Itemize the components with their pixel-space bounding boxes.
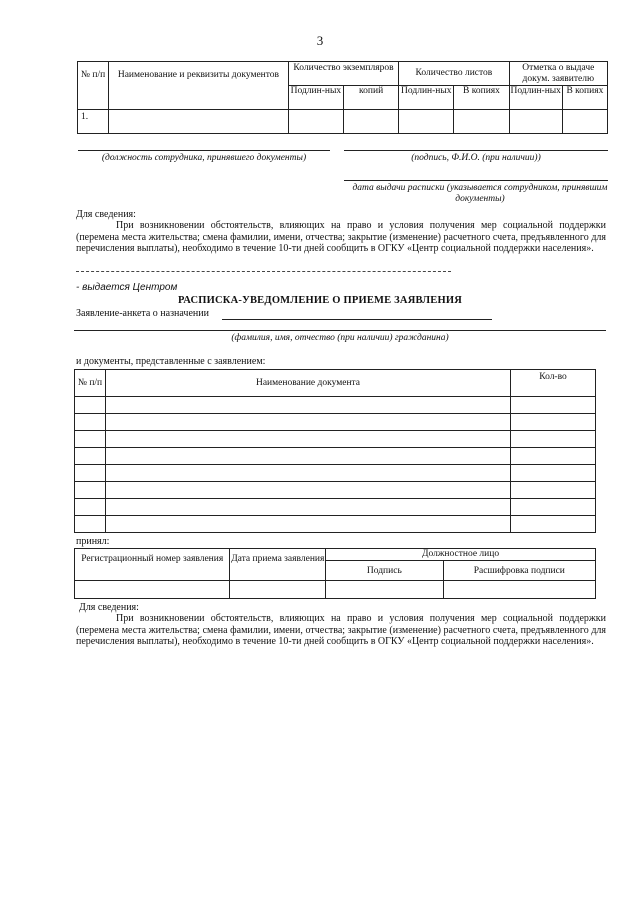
application-line[interactable] xyxy=(222,319,492,320)
table-cell[interactable] xyxy=(288,110,343,134)
table-cell[interactable] xyxy=(106,499,511,516)
table-cell[interactable] xyxy=(343,110,398,134)
sub-header-originals-3: Подлин-ных xyxy=(509,86,562,110)
sub-header-originals-2: Подлин-ных xyxy=(399,86,454,110)
table-cell[interactable] xyxy=(106,397,511,414)
application-label: Заявление-анкета о назначении xyxy=(76,308,209,319)
table-cell[interactable] xyxy=(75,581,230,599)
col-header-num: № п/п xyxy=(78,62,109,110)
table-cell[interactable] xyxy=(511,465,596,482)
table-cell[interactable] xyxy=(75,414,106,431)
acceptance-table xyxy=(74,548,596,599)
info-heading-2: Для сведения: xyxy=(79,602,139,613)
table-cell[interactable] xyxy=(443,581,595,599)
table-cell[interactable] xyxy=(106,465,511,482)
table-cell[interactable] xyxy=(75,499,106,516)
table-cell[interactable] xyxy=(75,482,106,499)
table-cell[interactable] xyxy=(106,414,511,431)
issued-by-label: - выдается Центром xyxy=(76,282,178,293)
cut-line xyxy=(76,271,451,272)
table-cell[interactable] xyxy=(75,397,106,414)
docs-intro: и документы, представленные с заявлением: xyxy=(76,356,266,367)
col-header-official: Должностное лицо xyxy=(326,549,596,561)
sub-header-originals: Подлин-ных xyxy=(288,86,343,110)
table-cell[interactable] xyxy=(509,110,562,134)
table-cell[interactable] xyxy=(106,431,511,448)
table-cell[interactable] xyxy=(399,110,454,134)
row-1-num: 1. xyxy=(78,110,109,134)
info-text: При возникновении обстоятельств, влияющих на право и условия получения мер социальной поддержки (перемена места жительства; смена фамилии, имени, отчества; закрытие (изменение) расчетного счета, предъявленного для перечисления выплаты), необходимо в течение 10-ти дней сообщить в ОГКУ «Центр социальной поддержки населения». xyxy=(76,220,606,254)
table-cell[interactable] xyxy=(511,516,596,533)
col-header-copies: Количество экземпляров xyxy=(288,62,398,86)
table-cell[interactable] xyxy=(109,110,289,134)
position-caption: (должность сотрудника, принявшего документы) xyxy=(101,153,307,163)
col-header-name: Наименование и реквизиты документов xyxy=(109,62,289,110)
signature-line[interactable] xyxy=(344,150,608,151)
table-cell[interactable] xyxy=(106,448,511,465)
page-number: 3 xyxy=(316,33,324,48)
table-cell[interactable] xyxy=(511,499,596,516)
col-header-num: № п/п xyxy=(75,370,106,397)
accepted-label: принял: xyxy=(76,536,110,547)
fio-line[interactable] xyxy=(74,330,606,331)
table-cell[interactable] xyxy=(562,110,607,134)
table-cell[interactable] xyxy=(326,581,443,599)
table-cell[interactable] xyxy=(75,465,106,482)
table-cell[interactable] xyxy=(106,482,511,499)
table-cell[interactable] xyxy=(454,110,509,134)
info-text-2: При возникновении обстоятельств, влияющих на право и условия получения мер социальной поддержки (перемена места жительства; смена фамилии, имени, отчества; закрытие (изменение) расчетного счета, предъявленного для перечисления выплаты), необходимо в течение 10-ти дней сообщить в ОГКУ «Центр социальной поддержки населения». xyxy=(76,613,606,647)
sub-header-in-copies: В копиях xyxy=(454,86,509,110)
receipt-title: РАСПИСКА-УВЕДОМЛЕНИЕ О ПРИЕМЕ ЗАЯВЛЕНИЯ xyxy=(177,295,463,306)
col-header-signature: Подпись xyxy=(326,561,443,581)
table-cell[interactable] xyxy=(511,414,596,431)
date-line[interactable] xyxy=(344,180,608,181)
documents-table xyxy=(77,61,608,134)
table-cell[interactable] xyxy=(511,448,596,465)
table-cell[interactable] xyxy=(75,516,106,533)
table-cell[interactable] xyxy=(230,581,326,599)
col-header-qty: Кол-во xyxy=(511,370,596,397)
table-cell[interactable] xyxy=(106,516,511,533)
fio-caption: (фамилия, имя, отчество (при наличии) гражданина) xyxy=(231,333,449,343)
sub-header-copies: копий xyxy=(343,86,398,110)
info-heading: Для сведения: xyxy=(76,209,136,220)
table-cell[interactable] xyxy=(75,431,106,448)
submitted-docs-table xyxy=(74,369,596,533)
col-header-mark: Отметка о выдаче докум. заявителю xyxy=(509,62,607,86)
table-cell[interactable] xyxy=(75,448,106,465)
table-cell[interactable] xyxy=(511,397,596,414)
signature-caption: (подпись, Ф.И.О. (при наличии)) xyxy=(411,153,541,163)
col-header-sheets: Количество листов xyxy=(399,62,509,86)
date-caption: дата выдачи расписки (указывается сотрудником, принявшим документы) xyxy=(352,183,608,204)
col-header-date: Дата приема заявления xyxy=(230,549,326,581)
col-header-reg-number: Регистрационный номер заявления xyxy=(75,549,230,581)
table-cell[interactable] xyxy=(511,431,596,448)
col-header-decoding: Расшифровка подписи xyxy=(443,561,595,581)
col-header-doc-name: Наименование документа xyxy=(106,370,511,397)
table-cell[interactable] xyxy=(511,482,596,499)
sub-header-in-copies-2: В копиях xyxy=(562,86,607,110)
position-line[interactable] xyxy=(78,150,330,151)
